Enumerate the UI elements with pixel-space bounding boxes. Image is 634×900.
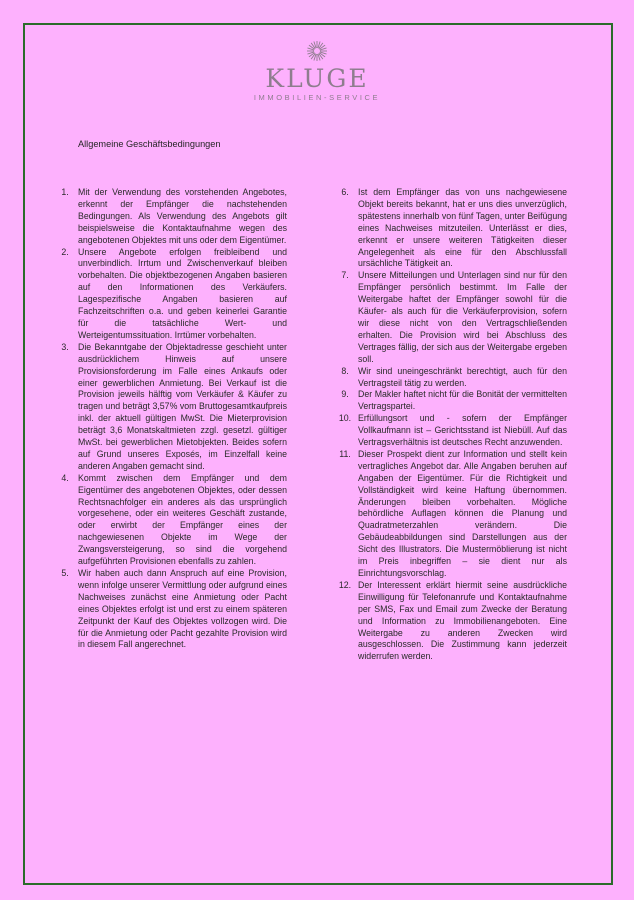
document-title: Allgemeine Geschäftsbedingungen (78, 139, 221, 149)
terms-item-number: 5. (61, 568, 69, 578)
terms-column-right (332, 187, 567, 663)
terms-item-number: 10. (338, 413, 352, 424)
terms-item (332, 366, 567, 390)
terms-item-text: Mit der Verwendung des vorstehenden Angebotes, erkennt der Empfänger die nachstehenden Bedingungen. Als Verwendung des Angebots gilt beispielsweise die Kontaktaufnahme wegen des angebotenen Objektes mit uns oder dem Eigentümer. (78, 187, 287, 245)
terms-item (332, 187, 567, 270)
terms-item-text: Erfüllungsort und - sofern der Empfänger Vollkaufmann ist – Gerichtsstand ist Niebüll. Auf das Vertragsverhältnis ist deutsches Recht anzuwenden. (358, 413, 567, 448)
terms-item-text: Dieser Prospekt dient zur Information und stellt kein vertragliches Angebot dar. Alle Angaben beruhen auf Angaben der Eigentümer. Für die Richtigkeit und Vollständigkeit wird keine Haftung übernommen. Änderungen bleiben vorbehalten. Mögliche behördliche Auflagen können die Planung und Quadratmeterzahlen verändern. Die Gebäudeabbildungen sind Darstellungen aus der Sicht des Illustrators. Die Mustermöblierung ist nicht im Preis inbegriffen – sie dient nur als Einrichtungsvorschlag. (358, 448, 567, 578)
terms-item-number: 2. (61, 246, 69, 257)
terms-item-text: Ist dem Empfänger das von uns nachgewiesene Objekt bereits bekannt, hat er uns dies unverzüglich, spätestens innerhalb von fünf Tagen, unter Beifügung eines Nachweises mitzuteilen. Unterlässt er dies, erkennt er unsere weiteren Tätigkeiten dieser Angelegenheit als eine für den Abschlussfall ursächliche Tätigkeit an. (358, 187, 567, 269)
terms-item-text: Der Makler haftet nicht für die Bonität der vermittelten Vertragspartei. (358, 389, 567, 412)
terms-item-number: 9. (341, 389, 349, 400)
logo-subtitle: IMMOBILIEN-SERVICE (253, 93, 381, 102)
terms-item-number: 12. (338, 579, 352, 590)
terms-item-number: 3. (61, 341, 69, 352)
terms-item (332, 449, 567, 580)
terms-item-number: 1. (61, 187, 69, 197)
logo-name: KLUGE (265, 64, 369, 93)
terms-item (332, 580, 567, 663)
terms-item (52, 247, 287, 342)
terms-item-text: Die Bekanntgabe der Objektadresse geschieht unter ausdrücklichem Hinweis auf unsere Provisionsforderung im Falle eines Ankaufs oder einer gewerblichen Anmietung. Bei Verkauf ist die Provision jeweils hälftig vom Verkäufer & Käufer zu tragen und beträgt 3,57% vom Bruttogesamtkaufpreis inkl. der aktuell gültigen MwSt. Die Mieterprovision beträgt 3,6 Monatskaltmieten zzgl. gesetzl. gültiger MwSt. bei gewerblichen Mietobjekten. Beides sofern auf Grund unseres Exposés, im Einzelfall keine anderen Angaben gemacht sind. (78, 341, 287, 471)
company-logo (0, 40, 634, 102)
terms-item-number: 7. (341, 270, 349, 281)
terms-item-text: Wir sind uneingeschränkt berechtigt, auch für den Vertragsteil tätig zu werden. (358, 365, 567, 388)
terms-item (52, 473, 287, 568)
terms-column-left (52, 187, 287, 651)
terms-item (332, 270, 567, 365)
sunburst-logo-icon (306, 40, 328, 62)
terms-item (332, 413, 567, 449)
terms-item-text: Wir haben auch dann Anspruch auf eine Provision, wenn infolge unserer Vermittlung oder aufgrund eines Nachweises zunächst eine Anmietung oder Pacht eines Objektes erfolgt ist und erst zu einem späteren Zeitpunkt der Kauf des Objektes vollzogen wird. Die für die Anmietung oder Pacht gezahlte Provision wird in diesem Fall angerechnet. (78, 568, 287, 650)
terms-item (52, 342, 287, 473)
terms-item-text: Unsere Mitteilungen und Unterlagen sind nur für den Empfänger persönlich bestimmt. Im Falle der Weitergabe haftet der Empfänger sowohl für die Käufer- als auch für die Verkäuferprovision, sofern wir diese nicht von den Vertragschließenden erhalten. Die Provision wird bei Abschluss des Vertrages fällig, der sich aus der Weitergabe ergeben soll. (358, 270, 567, 364)
terms-item (332, 389, 567, 413)
terms-item-number: 11. (339, 448, 351, 459)
terms-item (52, 568, 287, 651)
terms-item-text: Der Interessent erklärt hiermit seine ausdrückliche Einwilligung für Telefonanrufe und Kontaktaufnahme per SMS, Fax und Email zum Zwecke der Beratung und Information zu Immobilienangeboten. Eine Weitergabe zu anderen Zwecken wird ausgeschlossen. Die Zustimmung kann jederzeit widerrufen werden. (358, 579, 567, 662)
terms-item-text: Unsere Angebote erfolgen freibleibend und unverbindlich. Irrtum und Zwischenverkauf bleiben vorbehalten. Die objektbezogenen Angaben basieren auf den Informationen des Verkäufers. Lagespezifische Angaben basieren auf Fachzeitschriften o.a. und geben keinerlei Garantie für die tatsächliche Wert- und Werteigentumssituation. Irrtümer vorbehalten. (78, 246, 287, 340)
terms-item-number: 4. (61, 472, 69, 483)
terms-item-number: 6. (341, 187, 349, 197)
terms-item (52, 187, 287, 247)
terms-item-number: 8. (341, 365, 349, 376)
terms-item-text: Kommt zwischen dem Empfänger und dem Eigentümer des angebotenen Objektes, oder dessen Rechtsnachfolger ein anderes als das ursprünglich vorgesehene, oder ein weiteres Geschäft zustande, oder erwirbt der Empfänger eines der nachgewiesenen Objekte im Wege der Zwangsversteigerung, so sind die vorgehend aufgeführten Provisionen ebenfalls zu zahlen. (78, 472, 287, 567)
